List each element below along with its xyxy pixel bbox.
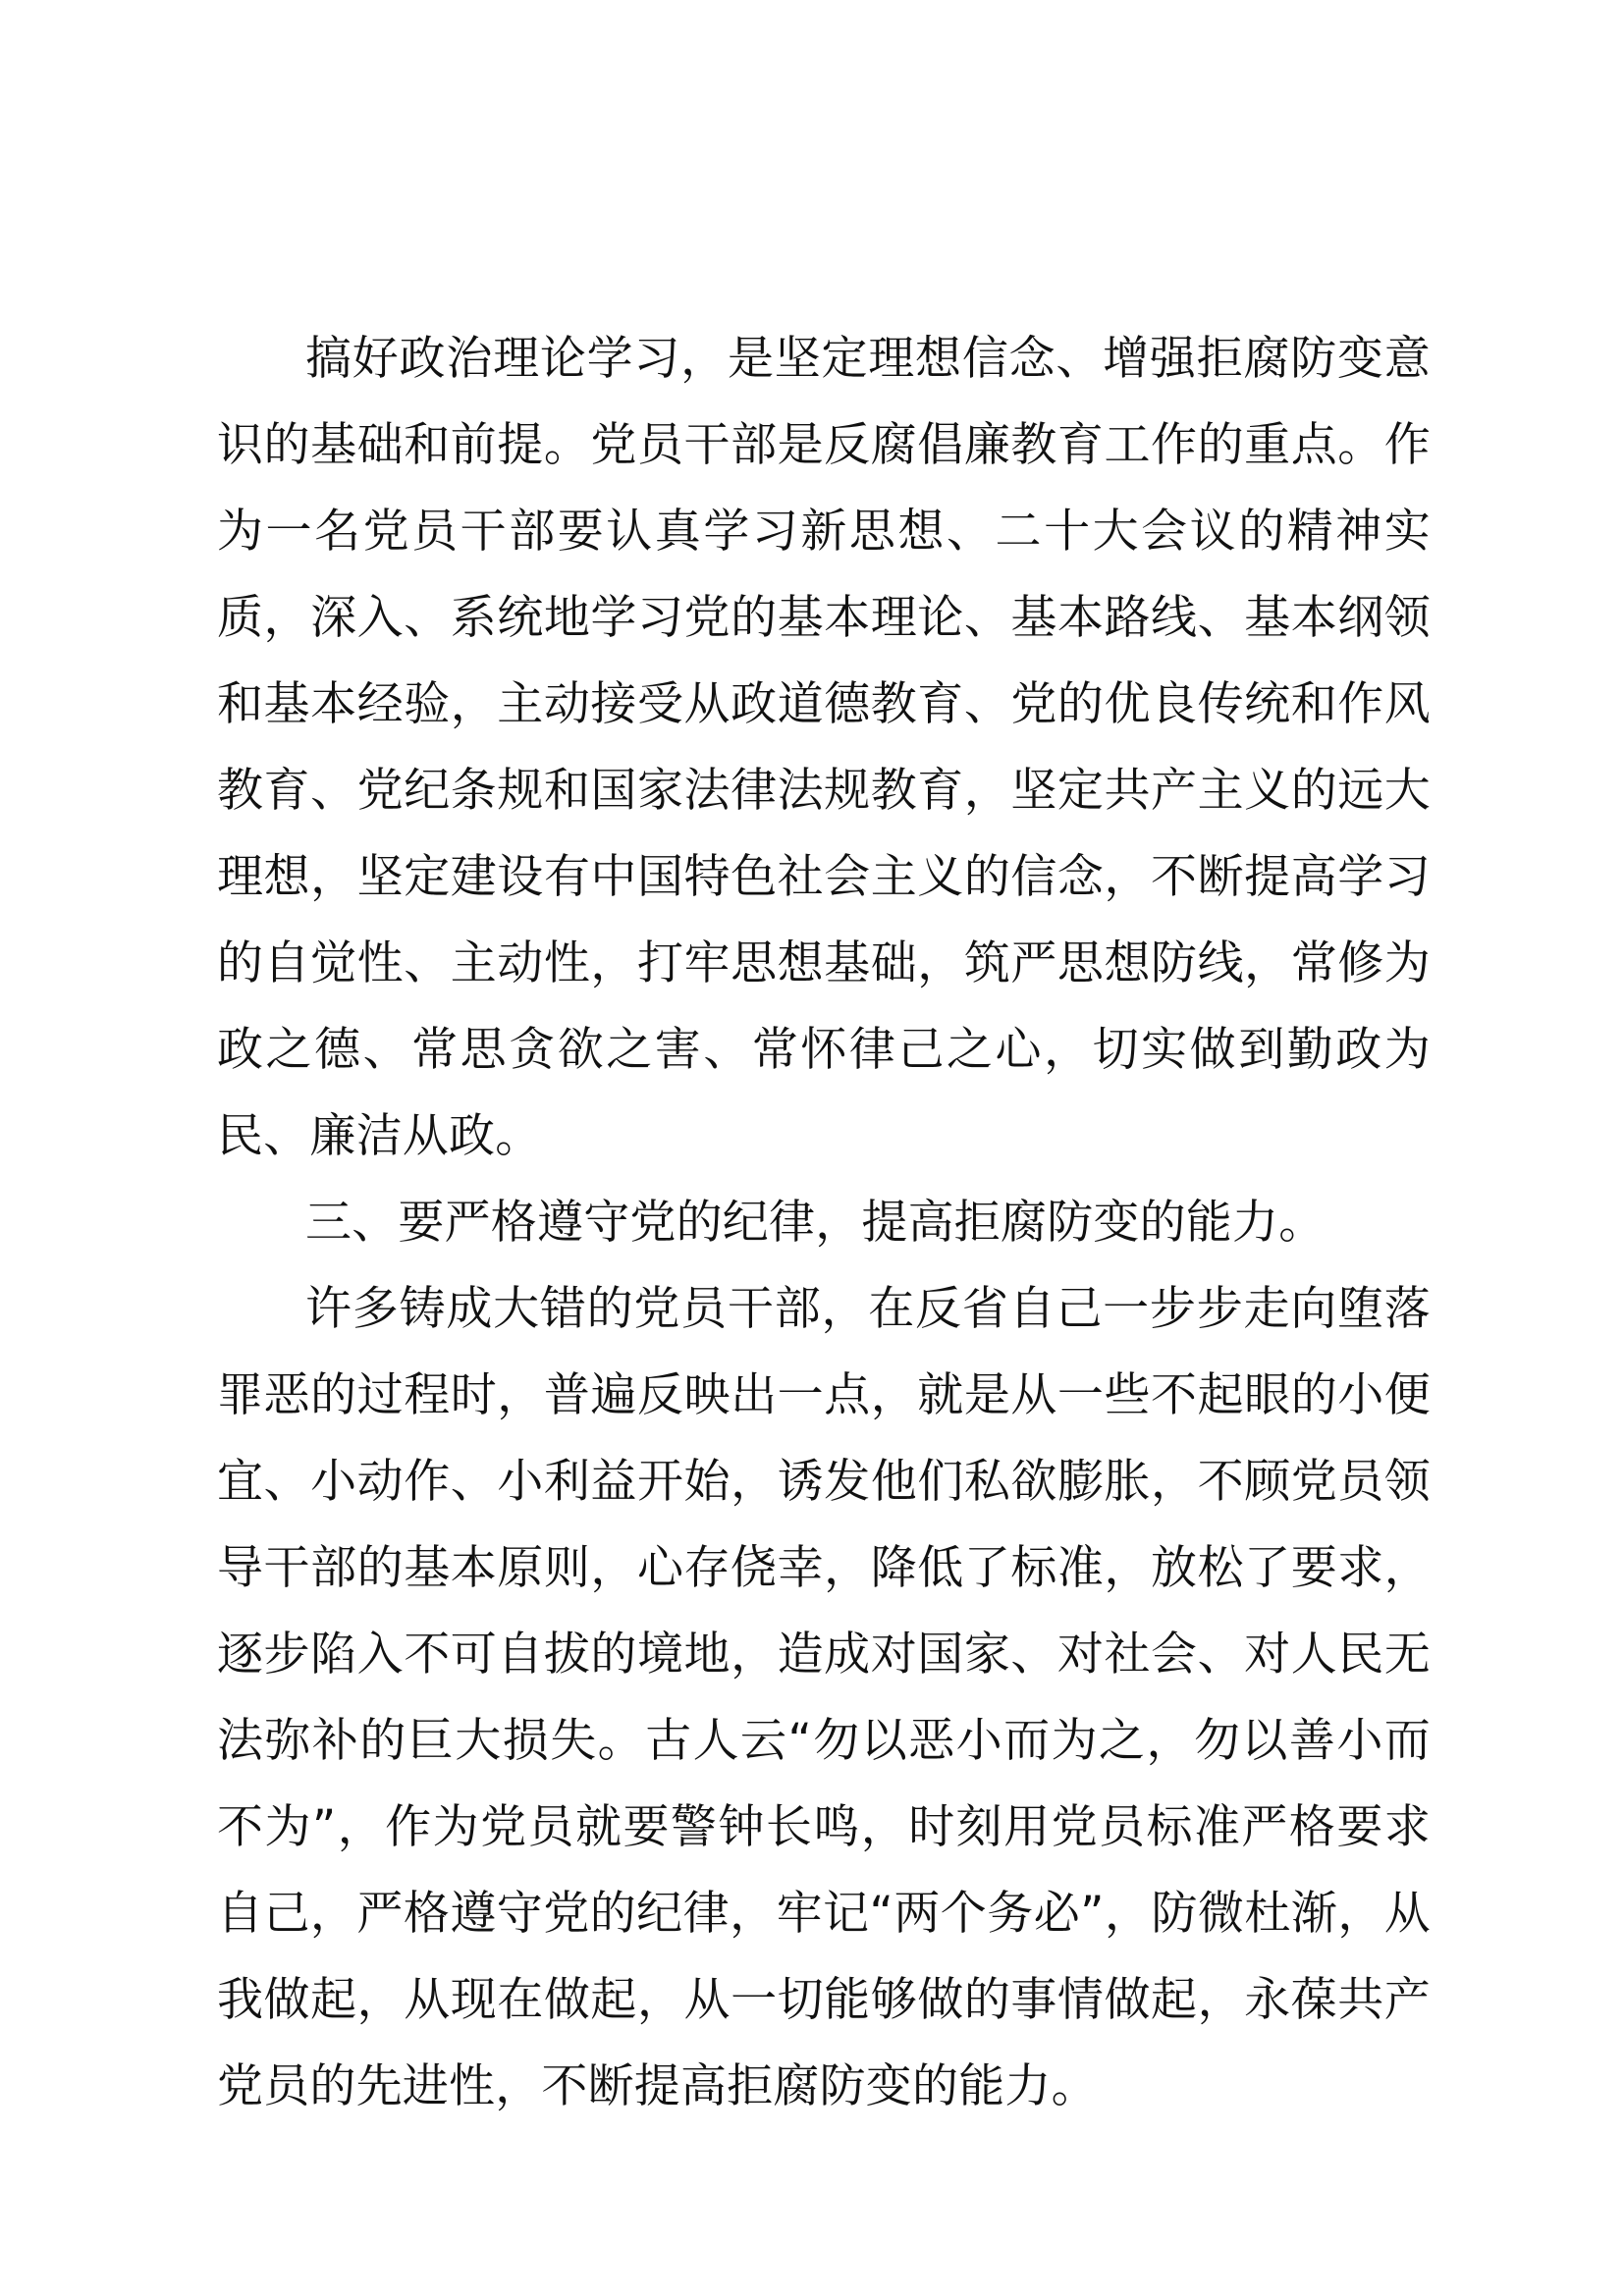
paragraph-discipline: 许多铸成大错的党员干部，在反省自己一步步走向堕落罪恶的过程时，普遍反映出一点，就是从一些不起眼的小便宜、小动作、小利益开始，诱发他们私欲膨胀，不顾党员领导干部的基本原则，心存侥幸，降低了标准，放松了要求，逐步陷入不可自拔的境地，造成对国家、对社会、对人民无法弥补的巨大损失。古人云“勿以恶小而为之，勿以善小而不为”，作为党员就要警钟长鸣，时刻用党员标准严格要求自己，严格遵守党的纪律，牢记“两个务必”，防微杜渐，从我做起，从现在做起，从一切能够做的事情做起，永葆共产党员的先进性，不断提高拒腐防变的能力。 [217,1282,1431,2113]
section-heading-three: 三、要严格遵守党的纪律，提高拒腐防变的能力。 [305,1196,1326,1250]
paragraph-political-study: 搞好政治理论学习，是坚定理想信念、增强拒腐防变意识的基础和前提。党员干部是反腐倡廉教育工作的重点。作为一名党员干部要认真学习新思想、二十大会议的精神实质，深入、系统地学习党的基本理论、基本路线、基本纲领和基本经验，主动接受从政道德教育、党的优良传统和作风教育、党纪条规和国家法律法规教育，坚定共产主义的远大理想，坚定建设有中国特色社会主义的信念，不断提高学习的自觉性、主动性，打牢思想基础，筑严思想防线，常修为政之德、常思贪欲之害、常怀律己之心，切实做到勤政为民、廉洁从政。 [217,332,1431,1163]
body-text [217,316,1431,2130]
